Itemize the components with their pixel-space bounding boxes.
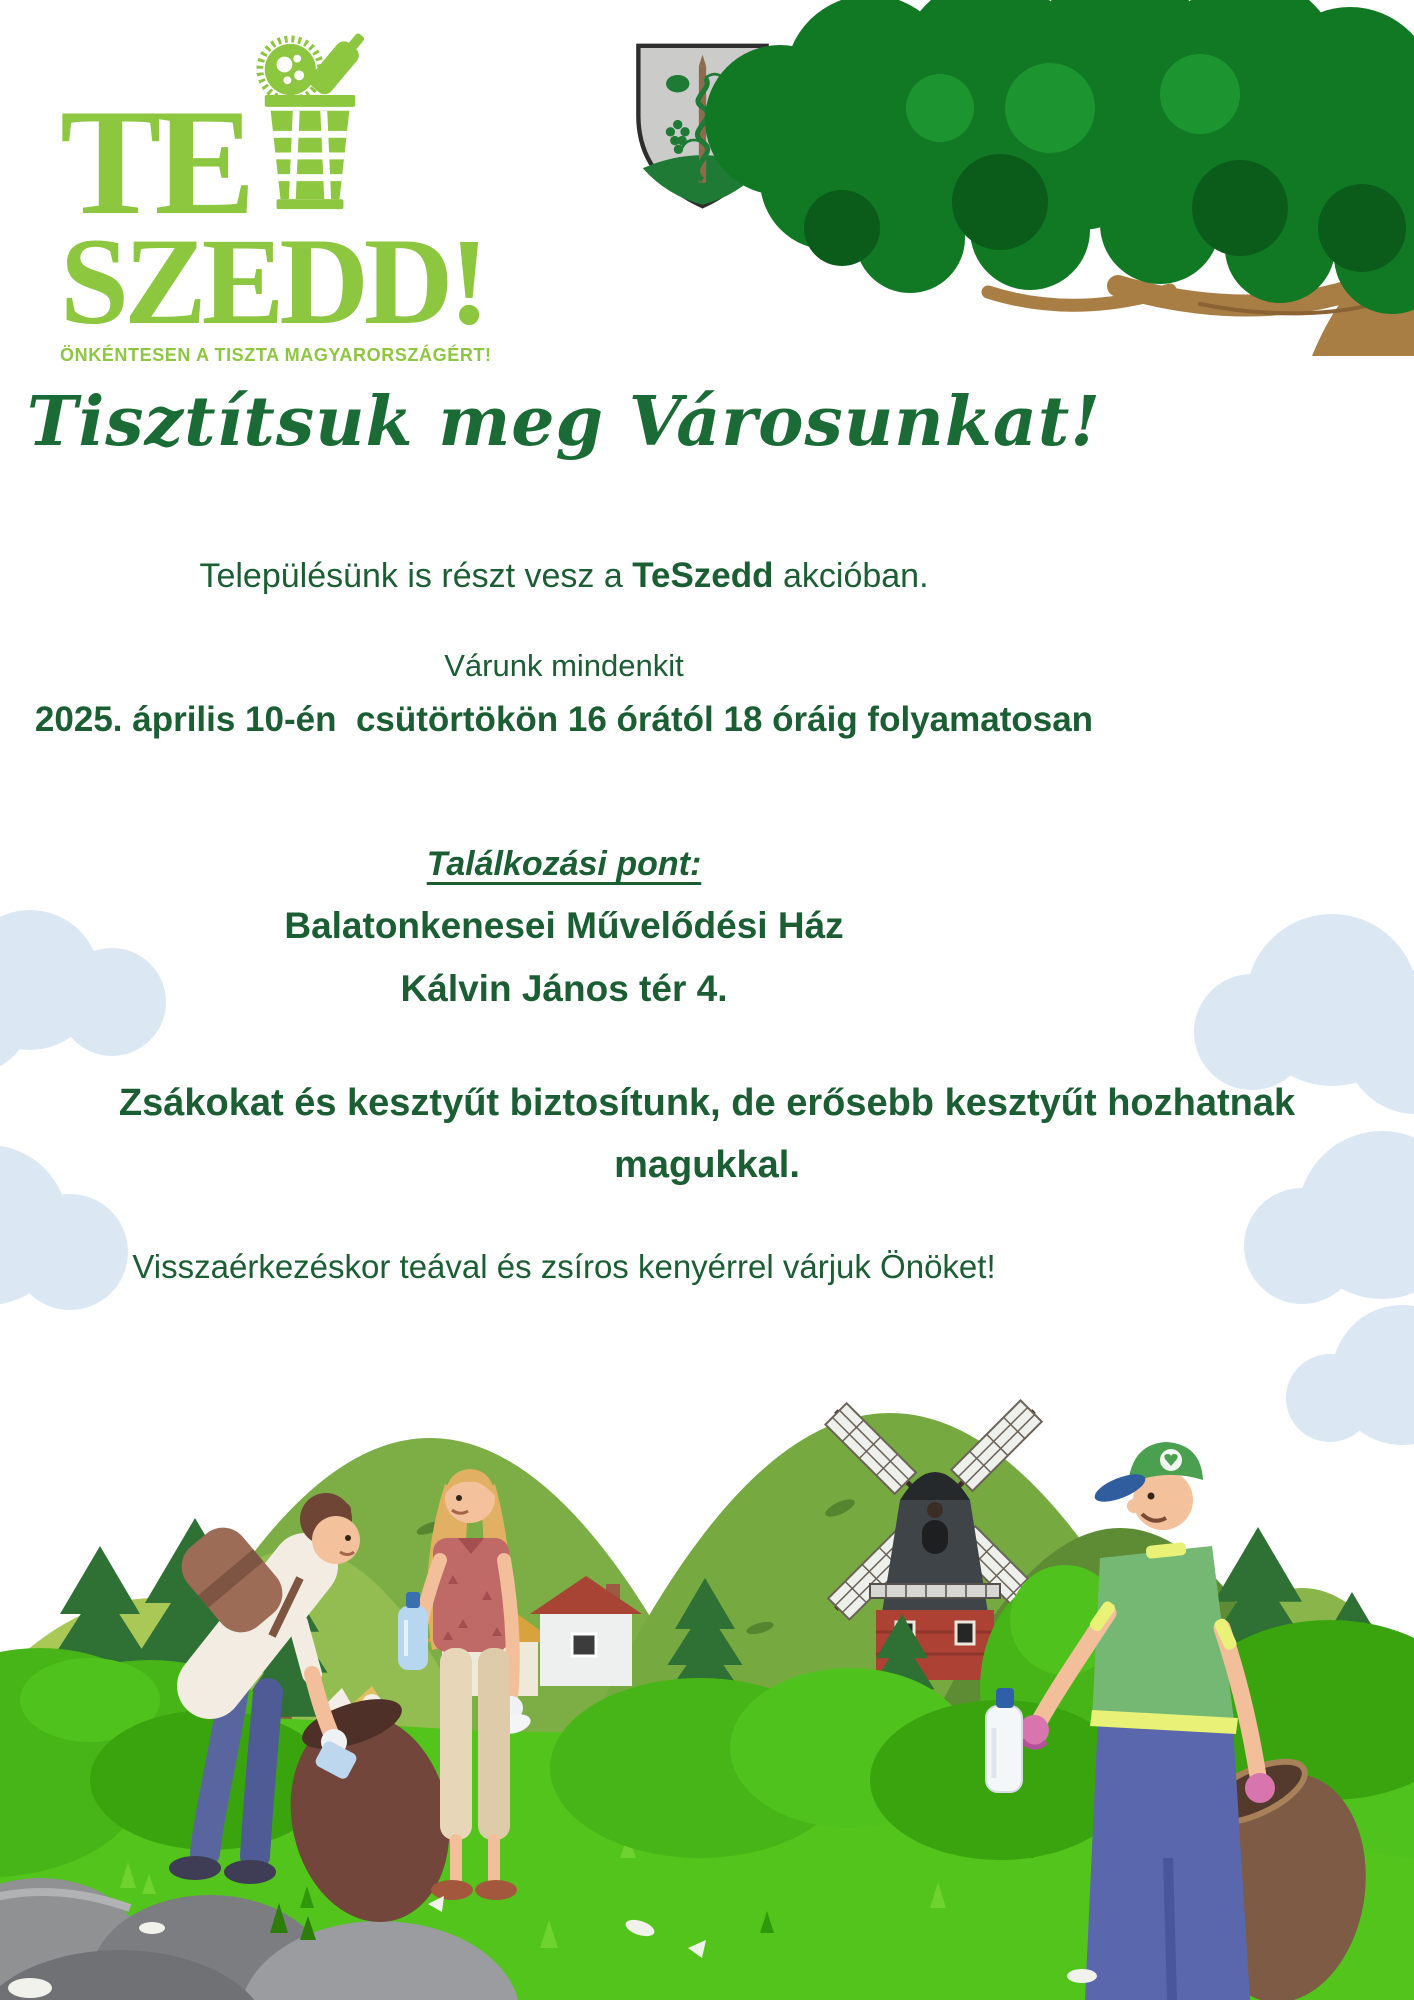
supplies-line2: magukkal. <box>614 1144 800 1186</box>
meeting-heading <box>0 845 1128 884</box>
te-szedd-logo <box>60 30 492 366</box>
tree-illustration <box>700 0 1414 356</box>
intro-text <box>0 556 1128 596</box>
trash-bin-icon <box>251 30 369 222</box>
meeting-heading-label: Találkozási pont: <box>426 845 702 883</box>
address-text: Kálvin János tér 4. <box>400 968 728 1009</box>
intro-bold: TeSzedd <box>632 556 774 595</box>
tree-foliage <box>705 0 1414 314</box>
logo-text-szedd: SZEDD! <box>60 213 485 350</box>
logo-tagline: ÖNKÉNTESEN A TISZTA MAGYARORSZÁGÉRT! <box>60 345 492 366</box>
intro-post: akcióban. <box>773 557 929 595</box>
page-title: Tisztítsuk meg Városunkat! <box>26 382 1102 462</box>
closing-text: Visszaérkezéskor teával és zsíros kenyérrel várjuk Önöket! <box>132 1248 996 1285</box>
logo-text-te: TE <box>60 78 249 247</box>
venue-text: Balatonkenesei Művelődési Ház <box>284 905 844 946</box>
datetime-text: 2025. április 10-én csütörtökön 16 órától 18 óráig folyamatosan <box>34 700 1094 739</box>
cleanup-scene-illustration <box>0 1388 1414 2000</box>
supplies-line1: Zsákokat és kesztyűt biztosítunk, de erősebb kesztyűt hozhatnak <box>118 1082 1296 1124</box>
logo-row1 <box>60 30 480 247</box>
bottle-icon <box>306 30 369 98</box>
intro-pre: Településünk is részt vesz a <box>199 557 633 595</box>
gear-icon <box>260 39 321 100</box>
supplies-text <box>0 1072 1414 1196</box>
invite-text: Várunk mindenkit <box>444 648 684 683</box>
